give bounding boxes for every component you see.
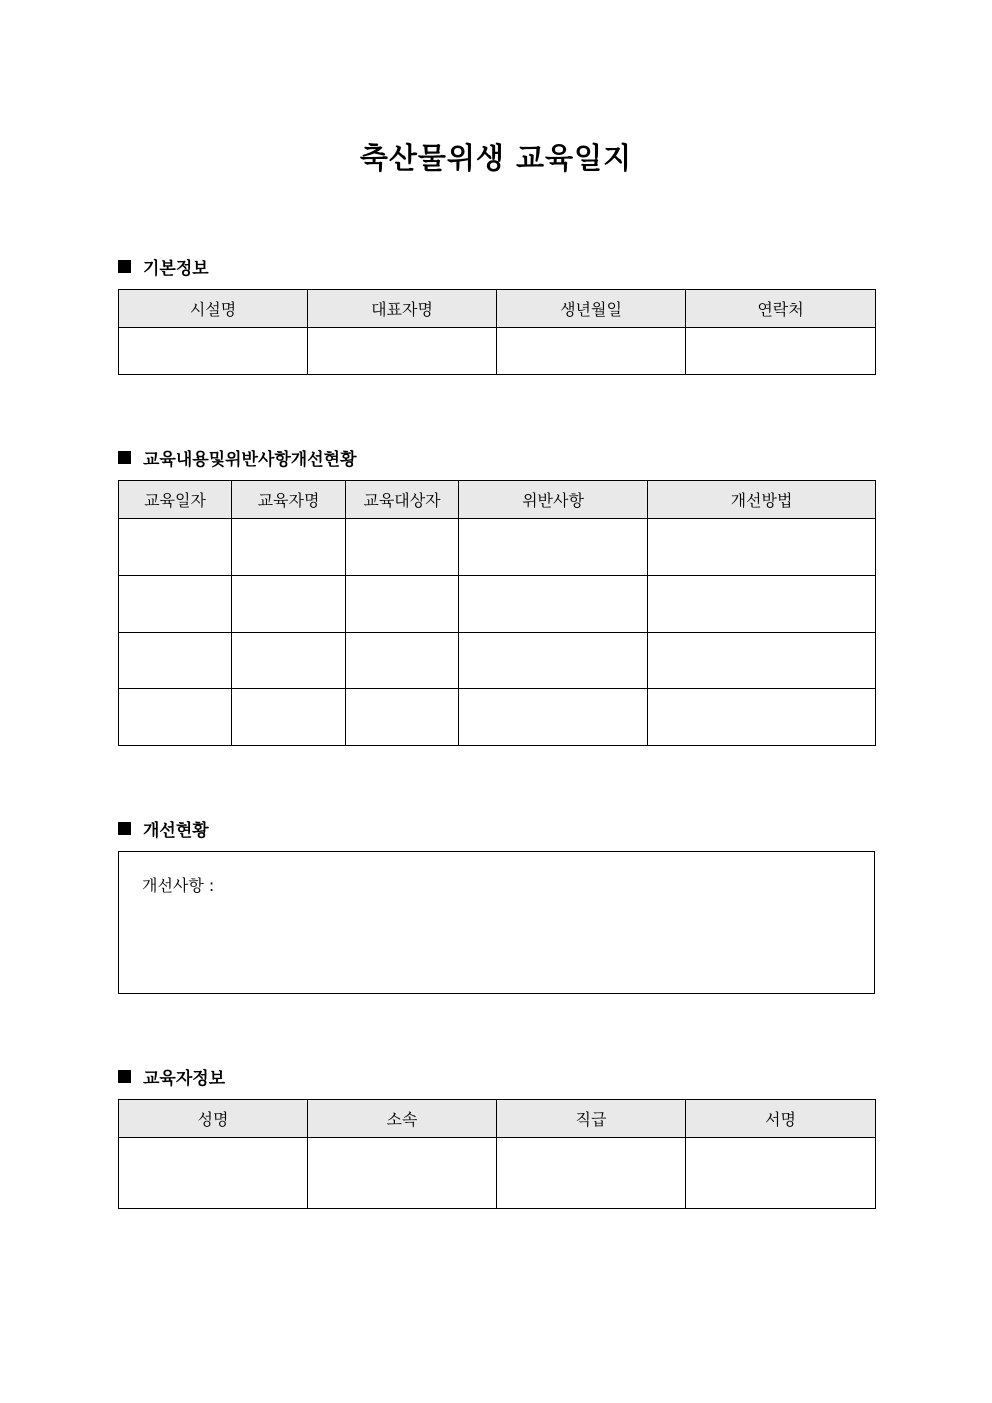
section-heading-basic-info xyxy=(118,254,209,279)
square-bullet-icon xyxy=(118,822,131,835)
table-row xyxy=(119,1138,876,1209)
table-cell[interactable] xyxy=(232,519,346,576)
header-cell: 대표자명 xyxy=(308,290,497,328)
table-row xyxy=(119,576,876,633)
table-cell[interactable] xyxy=(119,633,232,689)
table-cell[interactable] xyxy=(232,689,346,746)
header-cell: 교육대상자 xyxy=(346,481,459,519)
header-cell: 성명 xyxy=(119,1100,308,1138)
header-cell: 서명 xyxy=(686,1100,876,1138)
contact-cell[interactable] xyxy=(686,328,876,375)
table-cell[interactable] xyxy=(119,689,232,746)
header-cell: 소속 xyxy=(308,1100,497,1138)
table-row xyxy=(119,633,876,689)
square-bullet-icon xyxy=(118,451,131,464)
header-cell: 시설명 xyxy=(119,290,308,328)
table-cell[interactable] xyxy=(459,519,648,576)
table-cell[interactable] xyxy=(119,576,232,633)
table-cell[interactable] xyxy=(648,689,876,746)
name-cell[interactable] xyxy=(119,1138,308,1209)
birthdate-cell[interactable] xyxy=(497,328,686,375)
section-title: 교육자정보 xyxy=(143,1069,226,1089)
representative-name-cell[interactable] xyxy=(308,328,497,375)
section-heading-education xyxy=(118,445,357,470)
section-title: 개선현황 xyxy=(143,821,209,841)
table-row xyxy=(119,689,876,746)
square-bullet-icon xyxy=(118,260,131,273)
table-cell[interactable] xyxy=(648,519,876,576)
basic-info-table xyxy=(118,289,876,375)
table-header-row xyxy=(119,1100,876,1138)
position-cell[interactable] xyxy=(497,1138,686,1209)
section-title: 기본정보 xyxy=(143,259,209,279)
table-row xyxy=(119,519,876,576)
document-title: 축산물위생 교육일지 xyxy=(359,141,633,175)
signature-cell[interactable] xyxy=(686,1138,876,1209)
table-cell[interactable] xyxy=(232,576,346,633)
header-cell: 교육자명 xyxy=(232,481,346,519)
section-heading-educator-info xyxy=(118,1064,225,1089)
improvement-label: 개선사항 : xyxy=(142,876,215,895)
header-cell: 직급 xyxy=(497,1100,686,1138)
table-header-row xyxy=(119,481,876,519)
section-heading-improvement xyxy=(118,816,209,841)
header-cell: 개선방법 xyxy=(648,481,876,519)
header-cell: 위반사항 xyxy=(459,481,648,519)
affiliation-cell[interactable] xyxy=(308,1138,497,1209)
section-title: 교육내용및위반사항개선현황 xyxy=(143,450,357,470)
educator-info-table xyxy=(118,1099,876,1209)
header-cell: 생년월일 xyxy=(497,290,686,328)
header-cell: 교육일자 xyxy=(119,481,232,519)
table-cell[interactable] xyxy=(648,633,876,689)
table-cell[interactable] xyxy=(232,633,346,689)
facility-name-cell[interactable] xyxy=(119,328,308,375)
table-cell[interactable] xyxy=(346,633,459,689)
table-cell[interactable] xyxy=(459,576,648,633)
table-cell[interactable] xyxy=(459,633,648,689)
table-cell[interactable] xyxy=(119,519,232,576)
table-cell[interactable] xyxy=(648,576,876,633)
square-bullet-icon xyxy=(118,1070,131,1083)
table-header-row xyxy=(119,290,876,328)
table-cell[interactable] xyxy=(346,689,459,746)
header-cell: 연락처 xyxy=(686,290,876,328)
education-table xyxy=(118,480,876,746)
table-cell[interactable] xyxy=(346,576,459,633)
table-cell[interactable] xyxy=(346,519,459,576)
table-row xyxy=(119,328,876,375)
improvement-box[interactable] xyxy=(118,851,875,994)
table-cell[interactable] xyxy=(459,689,648,746)
